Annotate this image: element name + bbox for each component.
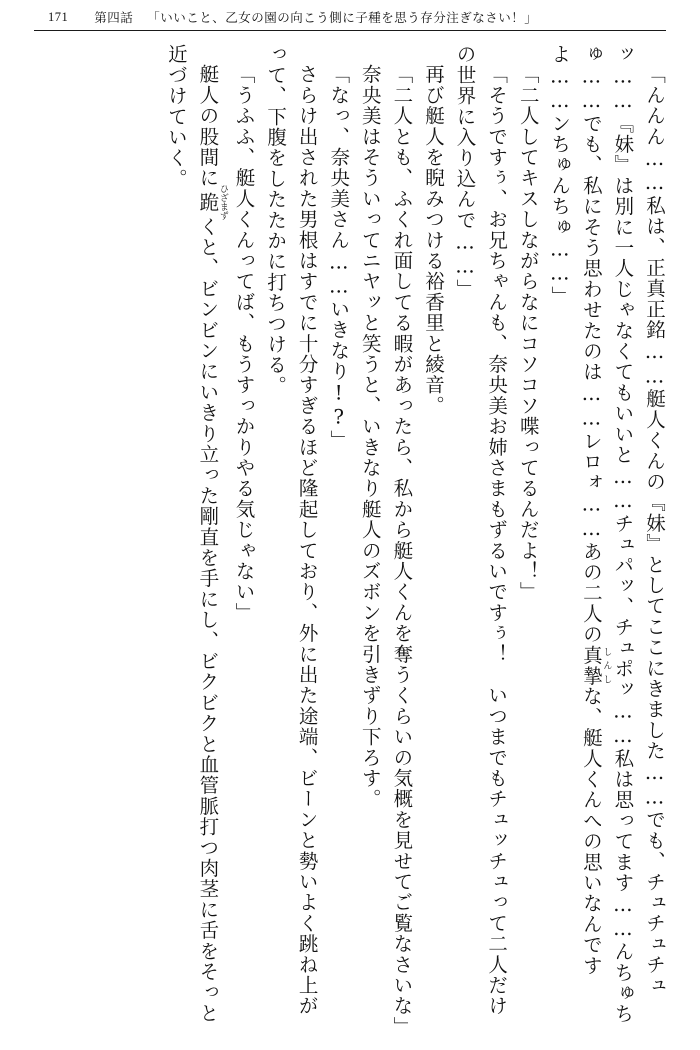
paragraph: 「そうですぅ、お兄ちゃんも、奈央美お姉さまもずるいですぅ！ いつまでもチュッチュって二人だけの世界に入り込んで……」 bbox=[453, 44, 509, 1016]
paragraph: 「二人してキスしながらなにコソコソ喋ってるんだよ！」 bbox=[516, 63, 540, 602]
page-header bbox=[0, 0, 700, 34]
page-number: 171 bbox=[48, 9, 69, 24]
paragraph: 奈央美はそういってニヤッと笑うと、いきなり艇人のズボンを引きずり下ろす。 bbox=[358, 63, 382, 809]
header-divider bbox=[34, 30, 666, 31]
chapter-label: 第四話 bbox=[94, 11, 134, 25]
paragraph: 艇人の股間に跪ひざまずくと、ビンビンにいきり立った剛直を手にし、ビクビクと血管脈打つ肉茎に舌をそっと近づけていく。 bbox=[164, 44, 228, 1023]
paragraph: 「うふふ、艇人くんってば、もうすっかりやる気じゃない」 bbox=[232, 63, 256, 623]
vertical-text-block bbox=[30, 44, 670, 1037]
paragraph: 「なっ、奈央美さん……いきなり!?」 bbox=[327, 63, 351, 451]
paragraph: さらけ出された男根はすでに十分すぎるほど隆起しており、外に出た途端、ビーンと勢いよく跳ね上がって、下腹をしたたかに打ちつける。 bbox=[264, 44, 319, 1016]
paragraph: 「二人とも、ふくれ面してる暇があったら、私から艇人くんを奪うくらいの気概を見せてご覧なさいな」 bbox=[390, 63, 414, 1037]
running-title: 「いいこと、乙女の園の向こう側に子種を思う存分注ぎなさい！」 bbox=[147, 11, 538, 25]
body-text-area bbox=[30, 44, 670, 1037]
paragraph: 再び艇人を睨みつける裕香里と綾音。 bbox=[421, 63, 445, 416]
paragraph: 「んんん……私は、正真正銘……艇人くんの『妹』としてここにきました……でも、チュチュチュッ……『妹』は別に一人じゃなくてもいいと……チュパッ、チュポッ……私は思ってます……んちゅちゅ……でも、私にそう思わせたのは……レロォ……あの二人の真摯しんしな、艇人くんへの思いなんですよ……ンちゅんちゅ……」 bbox=[548, 44, 666, 1025]
